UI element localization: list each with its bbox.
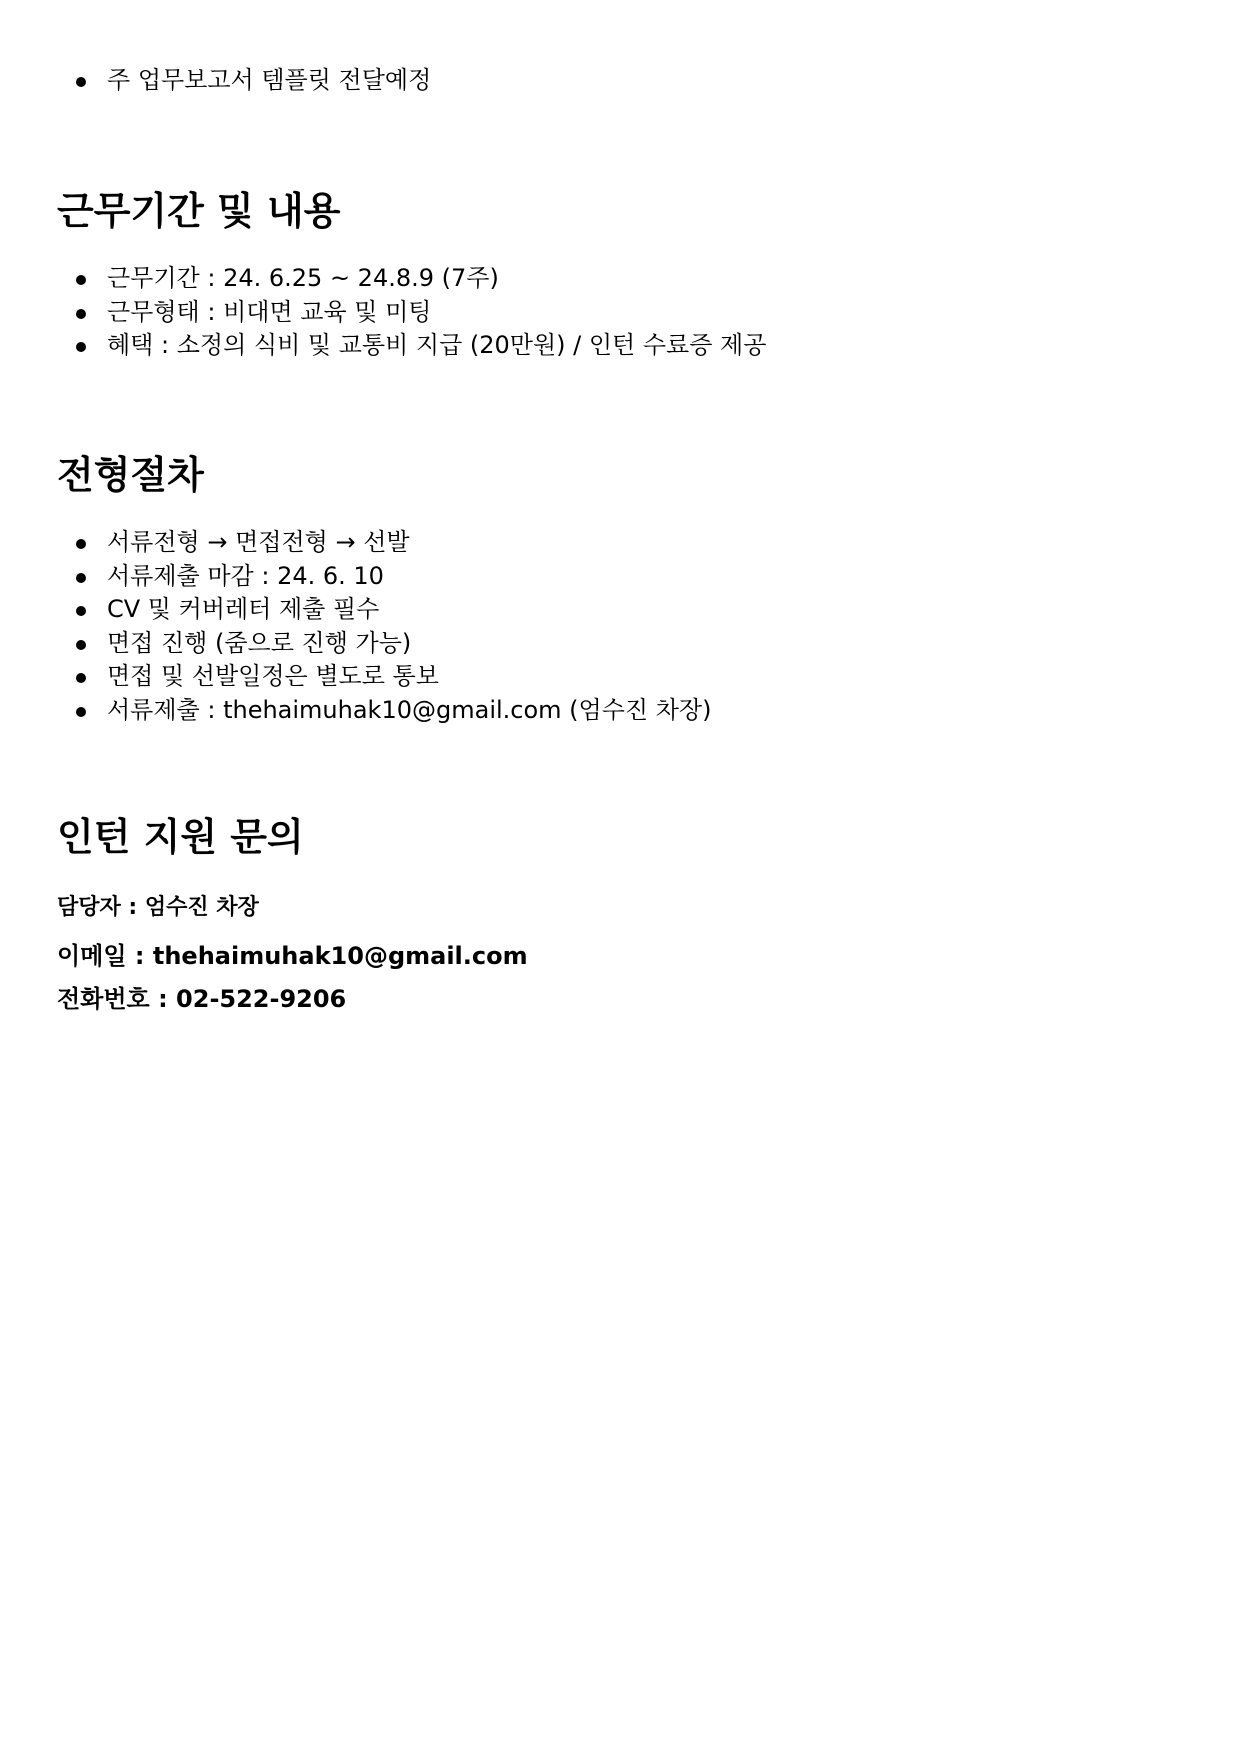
bullet-icon — [76, 275, 86, 285]
list-item-text: 근무기간 : 24. 6.25 ~ 24.8.9 (7주) — [107, 264, 499, 292]
bullet-icon — [76, 673, 86, 683]
work-list — [76, 262, 766, 363]
list-item — [76, 296, 766, 330]
bullet-icon — [76, 640, 86, 650]
list-item-text: 서류전형 → 면접전형 → 선발 — [107, 528, 410, 556]
list-item-text: 근무형태 : 비대면 교육 및 미팅 — [107, 297, 432, 326]
list-item — [76, 526, 711, 560]
list-item-text: 면접 진행 (줌으로 진행 가능) — [107, 628, 412, 657]
list-item-text: 주 업무보고서 템플릿 전달예정 — [107, 66, 432, 94]
bullet-icon — [76, 539, 86, 549]
list-item — [76, 262, 766, 296]
list-item — [76, 627, 711, 661]
list-item-text: 서류제출 마감 : 24. 6. 10 — [107, 561, 384, 590]
list-item — [76, 560, 711, 594]
contact-email: 이메일 : thehaimuhak10@gmail.com — [57, 942, 528, 970]
bullet-icon — [76, 77, 86, 87]
bullet-icon — [76, 309, 86, 319]
intro-list — [76, 64, 431, 98]
list-item — [76, 593, 711, 627]
process-list — [76, 526, 711, 727]
contact-phone: 전화번호 : 02-522-9206 — [57, 985, 347, 1013]
list-item — [76, 329, 766, 363]
bullet-icon — [76, 342, 86, 352]
section-title-work: 근무기간 및 내용 — [57, 189, 341, 233]
bullet-icon — [76, 606, 86, 616]
list-item-text: CV 및 커버레터 제출 필수 — [107, 595, 380, 623]
contact-manager: 담당자 : 엄수진 차장 — [57, 895, 259, 920]
list-item-text: 서류제출 : thehaimuhak10@gmail.com (엄수진 차장) — [107, 695, 712, 724]
bullet-icon — [76, 573, 86, 583]
list-item-text: 혜택 : 소정의 식비 및 교통비 지급 (20만원) / 인턴 수료증 제공 — [107, 331, 767, 359]
list-item — [76, 64, 431, 98]
list-item — [76, 694, 711, 728]
list-item-text: 면접 및 선발일정은 별도로 통보 — [107, 662, 439, 690]
bullet-icon — [76, 707, 86, 717]
list-item — [76, 660, 711, 694]
section-title-process: 전형절차 — [57, 453, 204, 497]
section-title-contact: 인턴 지원 문의 — [57, 815, 304, 859]
